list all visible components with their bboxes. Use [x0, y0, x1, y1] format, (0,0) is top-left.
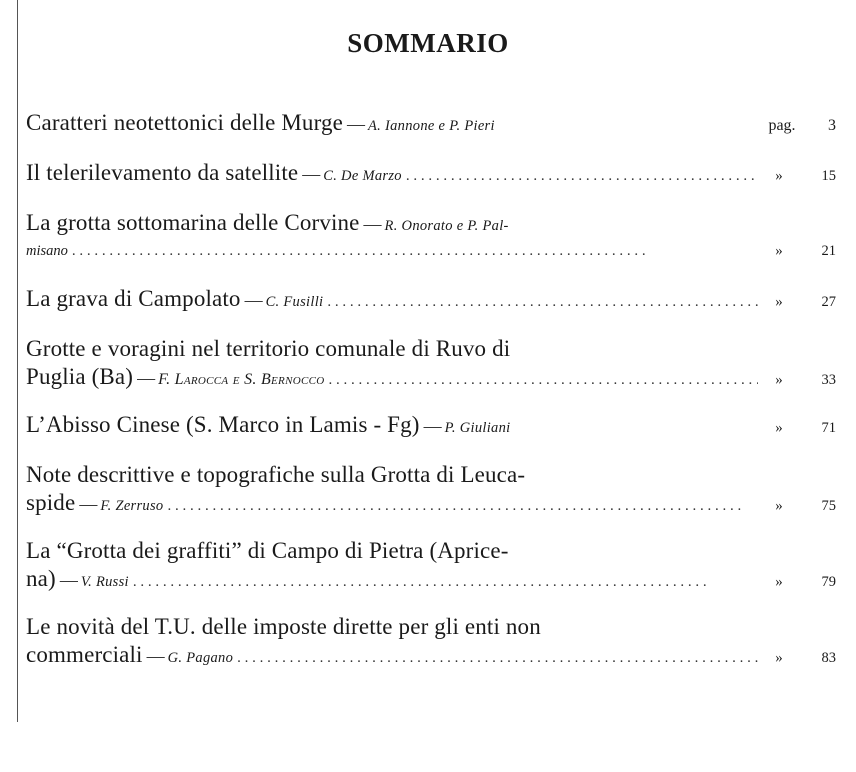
dot-leader — [72, 238, 758, 264]
entry-title: La “Grotta dei graffiti” di Campo di Pietra (Aprice- — [26, 538, 509, 563]
toc-entry — [26, 334, 836, 390]
page-number: 71 — [821, 420, 836, 436]
page-number: 21 — [821, 243, 836, 259]
entry-author: P. Giuliani — [444, 420, 511, 436]
toc-line — [26, 158, 836, 188]
toc-entry — [26, 460, 836, 516]
page-number: 79 — [821, 574, 836, 590]
author-dash: — — [363, 214, 382, 234]
author-dash: — — [137, 368, 156, 388]
entry-title: Caratteri neotettonici delle Murge — [26, 110, 343, 135]
page-number: 3 — [828, 117, 836, 134]
ditto-mark: » — [775, 372, 783, 388]
entry-title: La grotta sottomarina delle Corvine — [26, 210, 360, 235]
author-dash: — — [59, 570, 78, 590]
author-dash: — — [346, 114, 365, 134]
toc-entry — [26, 108, 836, 138]
toc-line — [26, 284, 836, 314]
page-number: 27 — [821, 294, 836, 310]
page-number: 33 — [821, 372, 836, 388]
author-dash: — — [244, 290, 263, 310]
ditto-mark: » — [775, 574, 783, 590]
entry-author: F. Larocca e S. Bernocco — [158, 371, 325, 388]
entry-title: L’Abisso Cinese (S. Marco in Lamis - Fg) — [26, 412, 420, 437]
author-dash: — — [146, 646, 165, 666]
toc-entry — [26, 284, 836, 314]
toc-entry — [26, 536, 836, 592]
ditto-mark: » — [775, 294, 783, 310]
toc-line — [26, 460, 836, 490]
toc-line — [26, 410, 836, 440]
entry-author: C. De Marzo — [323, 168, 402, 184]
ditto-mark: » — [775, 243, 783, 259]
toc-line — [26, 364, 836, 390]
page-prefix: pag. — [768, 117, 796, 134]
ditto-mark: » — [775, 650, 783, 666]
entry-title-continued: spide — [26, 490, 76, 515]
entry-author: A. Iannone e P. Pieri — [367, 118, 495, 134]
toc-line — [26, 612, 836, 642]
entry-author: V. Russi — [80, 574, 129, 590]
entry-author: G. Pagano — [167, 650, 234, 666]
entry-title: Il telerilevamento da satellite — [26, 160, 299, 185]
entry-title: La grava di Campolato — [26, 286, 241, 311]
entry-title: Grotte e voragini nel territorio comunale di Ruvo di — [26, 336, 511, 361]
toc-entry — [26, 612, 836, 668]
author-dash: — — [79, 494, 98, 514]
toc-entry — [26, 208, 836, 264]
dot-leader — [133, 569, 758, 595]
left-margin-tick — [17, 708, 18, 722]
page-number: 15 — [821, 168, 836, 184]
entry-author: C. Fusilli — [265, 294, 324, 310]
dot-leader — [167, 493, 758, 519]
toc-line — [26, 536, 836, 566]
toc-line — [26, 490, 836, 516]
author-dash: — — [302, 164, 321, 184]
toc-entry — [26, 158, 836, 188]
dot-leader — [237, 645, 758, 671]
toc-line — [26, 566, 836, 592]
toc-entry — [26, 410, 836, 440]
toc-list — [26, 108, 836, 688]
entry-author: R. Onorato e P. Pal- — [384, 218, 509, 234]
entry-author: F. Zerruso — [100, 498, 164, 514]
ditto-mark: » — [775, 168, 783, 184]
page-number: 75 — [821, 498, 836, 514]
toc-line — [26, 238, 836, 264]
dot-leader — [327, 287, 758, 317]
toc-line — [26, 642, 836, 668]
entry-title: Le novità del T.U. delle imposte dirette per gli enti non — [26, 614, 541, 639]
dot-leader — [328, 367, 758, 393]
entry-title-continued: Puglia (Ba) — [26, 364, 134, 389]
entry-title: Note descrittive e topografiche sulla Grotta di Leuca- — [26, 462, 526, 487]
dot-leader — [406, 161, 758, 191]
toc-line — [26, 334, 836, 364]
entry-title-continued: na) — [26, 566, 56, 591]
entry-title-continued: commerciali — [26, 642, 143, 667]
toc-line — [26, 208, 836, 238]
left-margin-rule — [17, 0, 18, 708]
entry-author-continued: misano — [26, 243, 68, 259]
page-number: 83 — [821, 650, 836, 666]
ditto-mark: » — [775, 420, 783, 436]
page-title: SOMMARIO — [347, 28, 509, 58]
author-dash: — — [423, 416, 442, 436]
ditto-mark: » — [775, 498, 783, 514]
toc-line — [26, 108, 836, 138]
